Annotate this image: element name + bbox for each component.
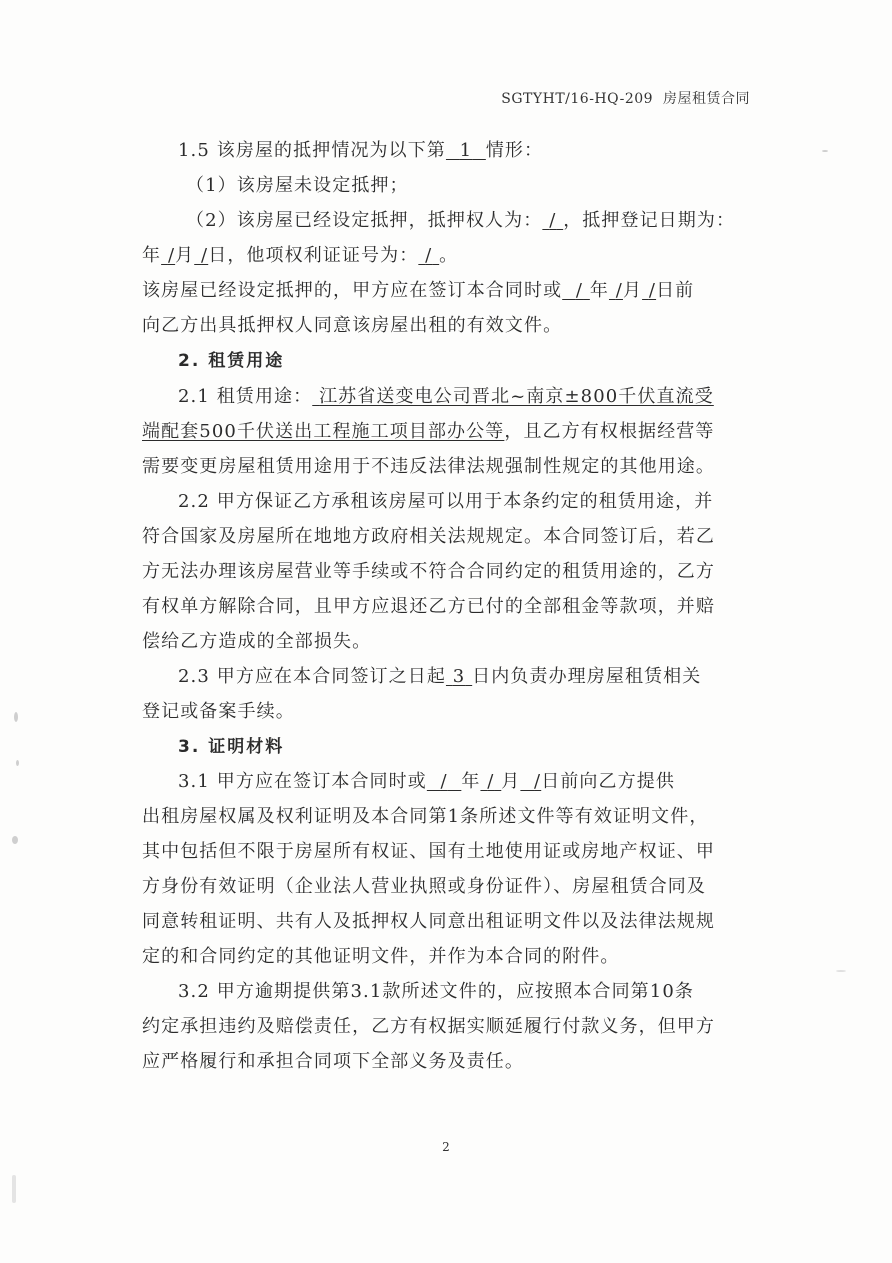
fill-blank: / <box>615 280 623 301</box>
clause-2-1-cont: 端配套500千伏送出工程施工项目部办公等，且乙方有权根据经营等 <box>142 421 715 442</box>
section-heading-3: 3. 证明材料 <box>178 737 285 757</box>
paragraph-line: 符合国家及房屋所在地地方政府相关法规规定。本合同签订后，若乙 <box>142 526 715 547</box>
fill-blank: / <box>549 210 557 231</box>
paragraph-line: 其中包括但不限于房屋所有权证、国有土地使用证或房地产权证、甲 <box>142 841 715 862</box>
fill-blank: / <box>167 245 176 266</box>
mortgage-date-line: 年 /月 /日，他项权利证证号为： / 。 <box>142 245 459 266</box>
page-number: 2 <box>442 1140 450 1154</box>
paragraph-line: 定的和合同约定的其他证明文件，并作为本合同的附件。 <box>142 946 620 967</box>
clause-2-2: 2.2 甲方保证乙方承租该房屋可以用于本条约定的租赁用途，并 <box>178 491 714 512</box>
fill-blank: / <box>201 245 209 266</box>
doc-code: SGTYHT/16-HQ-209 <box>501 91 654 107</box>
page-header <box>501 88 750 108</box>
fill-blank: 3 <box>452 666 466 687</box>
paragraph-line: 方身份有效证明（企业法人营业执照或身份证件）、房屋租赁合同及 <box>142 876 706 897</box>
clause-1-5: 1.5 该房屋的抵押情况为以下第 1 情形： <box>178 140 544 161</box>
paragraph-line: 向乙方出具抵押权人同意该房屋出租的有效文件。 <box>142 315 563 336</box>
clause-1-5-option-1: （1）该房屋未设定抵押； <box>186 175 409 196</box>
section-heading-2: 2. 租赁用途 <box>178 351 285 371</box>
clause-2-1: 2.1 租赁用途： 江苏省送变电公司晋北~南京±800千伏直流受 <box>178 386 714 407</box>
fill-blank: 端配套500千伏送出工程施工项目部办公等 <box>142 421 505 442</box>
fill-blank: 江苏省送变电公司晋北~南京±800千伏直流受 <box>319 386 714 407</box>
paragraph-line: 偿给乙方造成的全部损失。 <box>142 631 372 652</box>
fill-blank: / <box>575 280 584 301</box>
fill-blank: / <box>487 771 495 792</box>
paragraph-line: 需要变更房屋租赁用途用于不违反法律法规强制性规定的其他用途。 <box>142 456 715 477</box>
scan-mark <box>12 1175 16 1203</box>
paragraph-line: 登记或备案手续。 <box>142 701 295 722</box>
doc-title: 房屋租赁合同 <box>663 91 750 107</box>
fill-blank: / <box>425 245 433 266</box>
scan-mark <box>822 150 828 152</box>
paragraph-line: 约定承担违约及赔偿责任，乙方有权据实顺延履行付款义务，但甲方 <box>142 1016 715 1037</box>
mortgage-notice-line: 该房屋已经设定抵押的，甲方应在签订本合同时或 / 年 /月 /日前 <box>142 280 695 301</box>
fill-blank: 1 <box>459 140 473 161</box>
fill-blank: / <box>648 280 657 301</box>
paragraph-line: 方无法办理该房屋营业等手续或不符合合同约定的租赁用途的，乙方 <box>142 561 715 582</box>
paragraph-line: 同意转租证明、共有人及抵押权人同意出租证明文件以及法律法规规 <box>142 911 715 932</box>
paragraph-line: 出租房屋权属及权利证明及本合同第1条所述文件等有效证明文件， <box>142 806 709 827</box>
fill-blank: / <box>440 771 448 792</box>
clause-3-1: 3.1 甲方应在签订本合同时或 / 年 / 月 /日前向乙方提供 <box>178 771 675 792</box>
scan-mark <box>14 712 18 722</box>
paragraph-line: 应严格履行和承担合同项下全部义务及责任。 <box>142 1051 524 1072</box>
clause-1-5-option-2: （2）该房屋已经设定抵押，抵押权人为： / ，抵押登记日期为： <box>186 210 736 231</box>
paragraph-line: 有权单方解除合同，且甲方应退还乙方已付的全部租金等款项，并赔 <box>142 596 715 617</box>
clause-2-3: 2.3 甲方应在本合同签订之日起 3 日内负责办理房屋租赁相关 <box>178 666 702 687</box>
scan-mark <box>12 836 18 844</box>
scan-mark <box>836 970 846 972</box>
scan-mark <box>16 760 19 766</box>
clause-3-2: 3.2 甲方逾期提供第3.1款所述文件的，应按照本合同第10条 <box>178 981 694 1002</box>
fill-blank: / <box>534 771 542 792</box>
